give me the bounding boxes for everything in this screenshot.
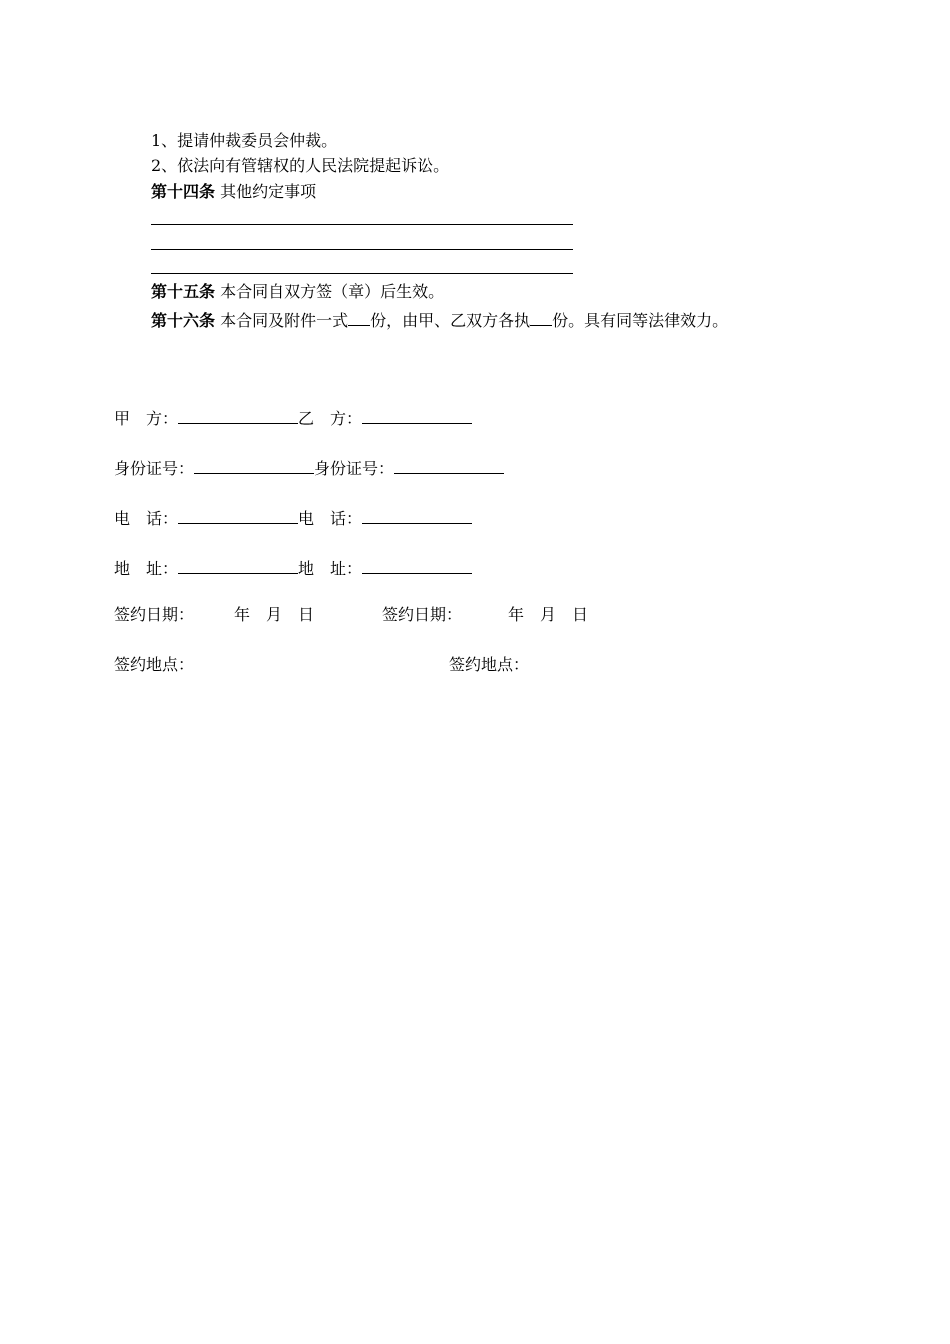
phone-b-label: 电 话：	[298, 509, 363, 528]
id-b-field[interactable]	[394, 455, 504, 474]
copies-total-blank[interactable]	[348, 307, 370, 326]
date-b-year: 年	[508, 605, 525, 624]
party-a-label: 甲 方：	[114, 409, 179, 428]
article-14	[151, 181, 316, 203]
date-b	[382, 604, 588, 626]
date-a	[114, 604, 314, 626]
article-16-label: 第十六条	[151, 311, 216, 330]
phone-a-label: 电 话：	[114, 509, 179, 528]
date-b-month: 月	[540, 605, 557, 624]
party-b-label: 乙 方：	[298, 409, 363, 428]
clause-item-2: 2、依法向有管辖权的人民法院提起诉讼。	[151, 156, 450, 175]
phone-b-field[interactable]	[362, 505, 472, 524]
party-a-row	[114, 405, 472, 430]
phone-row	[114, 505, 472, 530]
party-b-field[interactable]	[362, 405, 472, 424]
article-15-text: 本合同自双方签（章）后生效。	[215, 282, 445, 301]
article-16-text-c: 份。具有同等法律效力。	[552, 311, 729, 330]
article-16-text-b: 份，由甲、乙双方各执	[370, 311, 531, 330]
blank-line-2[interactable]	[151, 249, 573, 250]
phone-a-field[interactable]	[178, 505, 298, 524]
id-row	[114, 455, 504, 480]
date-a-label: 签约日期：	[114, 605, 195, 624]
address-a-field[interactable]	[178, 555, 298, 574]
article-14-label: 第十四条	[151, 182, 216, 201]
address-b-label: 地 址：	[298, 559, 363, 578]
article-15	[151, 281, 444, 303]
date-a-year: 年	[234, 605, 251, 624]
id-a-label: 身份证号：	[114, 459, 195, 478]
article-15-label: 第十五条	[151, 282, 216, 301]
id-b-label: 身份证号：	[314, 459, 395, 478]
place-a-label: 签约地点：	[114, 655, 195, 674]
article-16	[151, 307, 728, 332]
address-row	[114, 555, 472, 580]
date-a-month: 月	[266, 605, 283, 624]
date-b-day: 日	[572, 605, 589, 624]
clause-item-1: 1、提请仲裁委员会仲裁。	[151, 131, 338, 150]
date-b-label: 签约日期：	[382, 605, 463, 624]
copies-each-blank[interactable]	[530, 307, 552, 326]
place-b-label: 签约地点：	[449, 655, 530, 674]
date-a-day: 日	[298, 605, 315, 624]
id-a-field[interactable]	[194, 455, 314, 474]
party-a-field[interactable]	[178, 405, 298, 424]
blank-line-3[interactable]	[151, 273, 573, 274]
address-b-field[interactable]	[362, 555, 472, 574]
address-a-label: 地 址：	[114, 559, 179, 578]
article-16-text-a: 本合同及附件一式	[215, 311, 349, 330]
blank-line-1[interactable]	[151, 224, 573, 225]
article-14-text: 其他约定事项	[215, 182, 317, 201]
